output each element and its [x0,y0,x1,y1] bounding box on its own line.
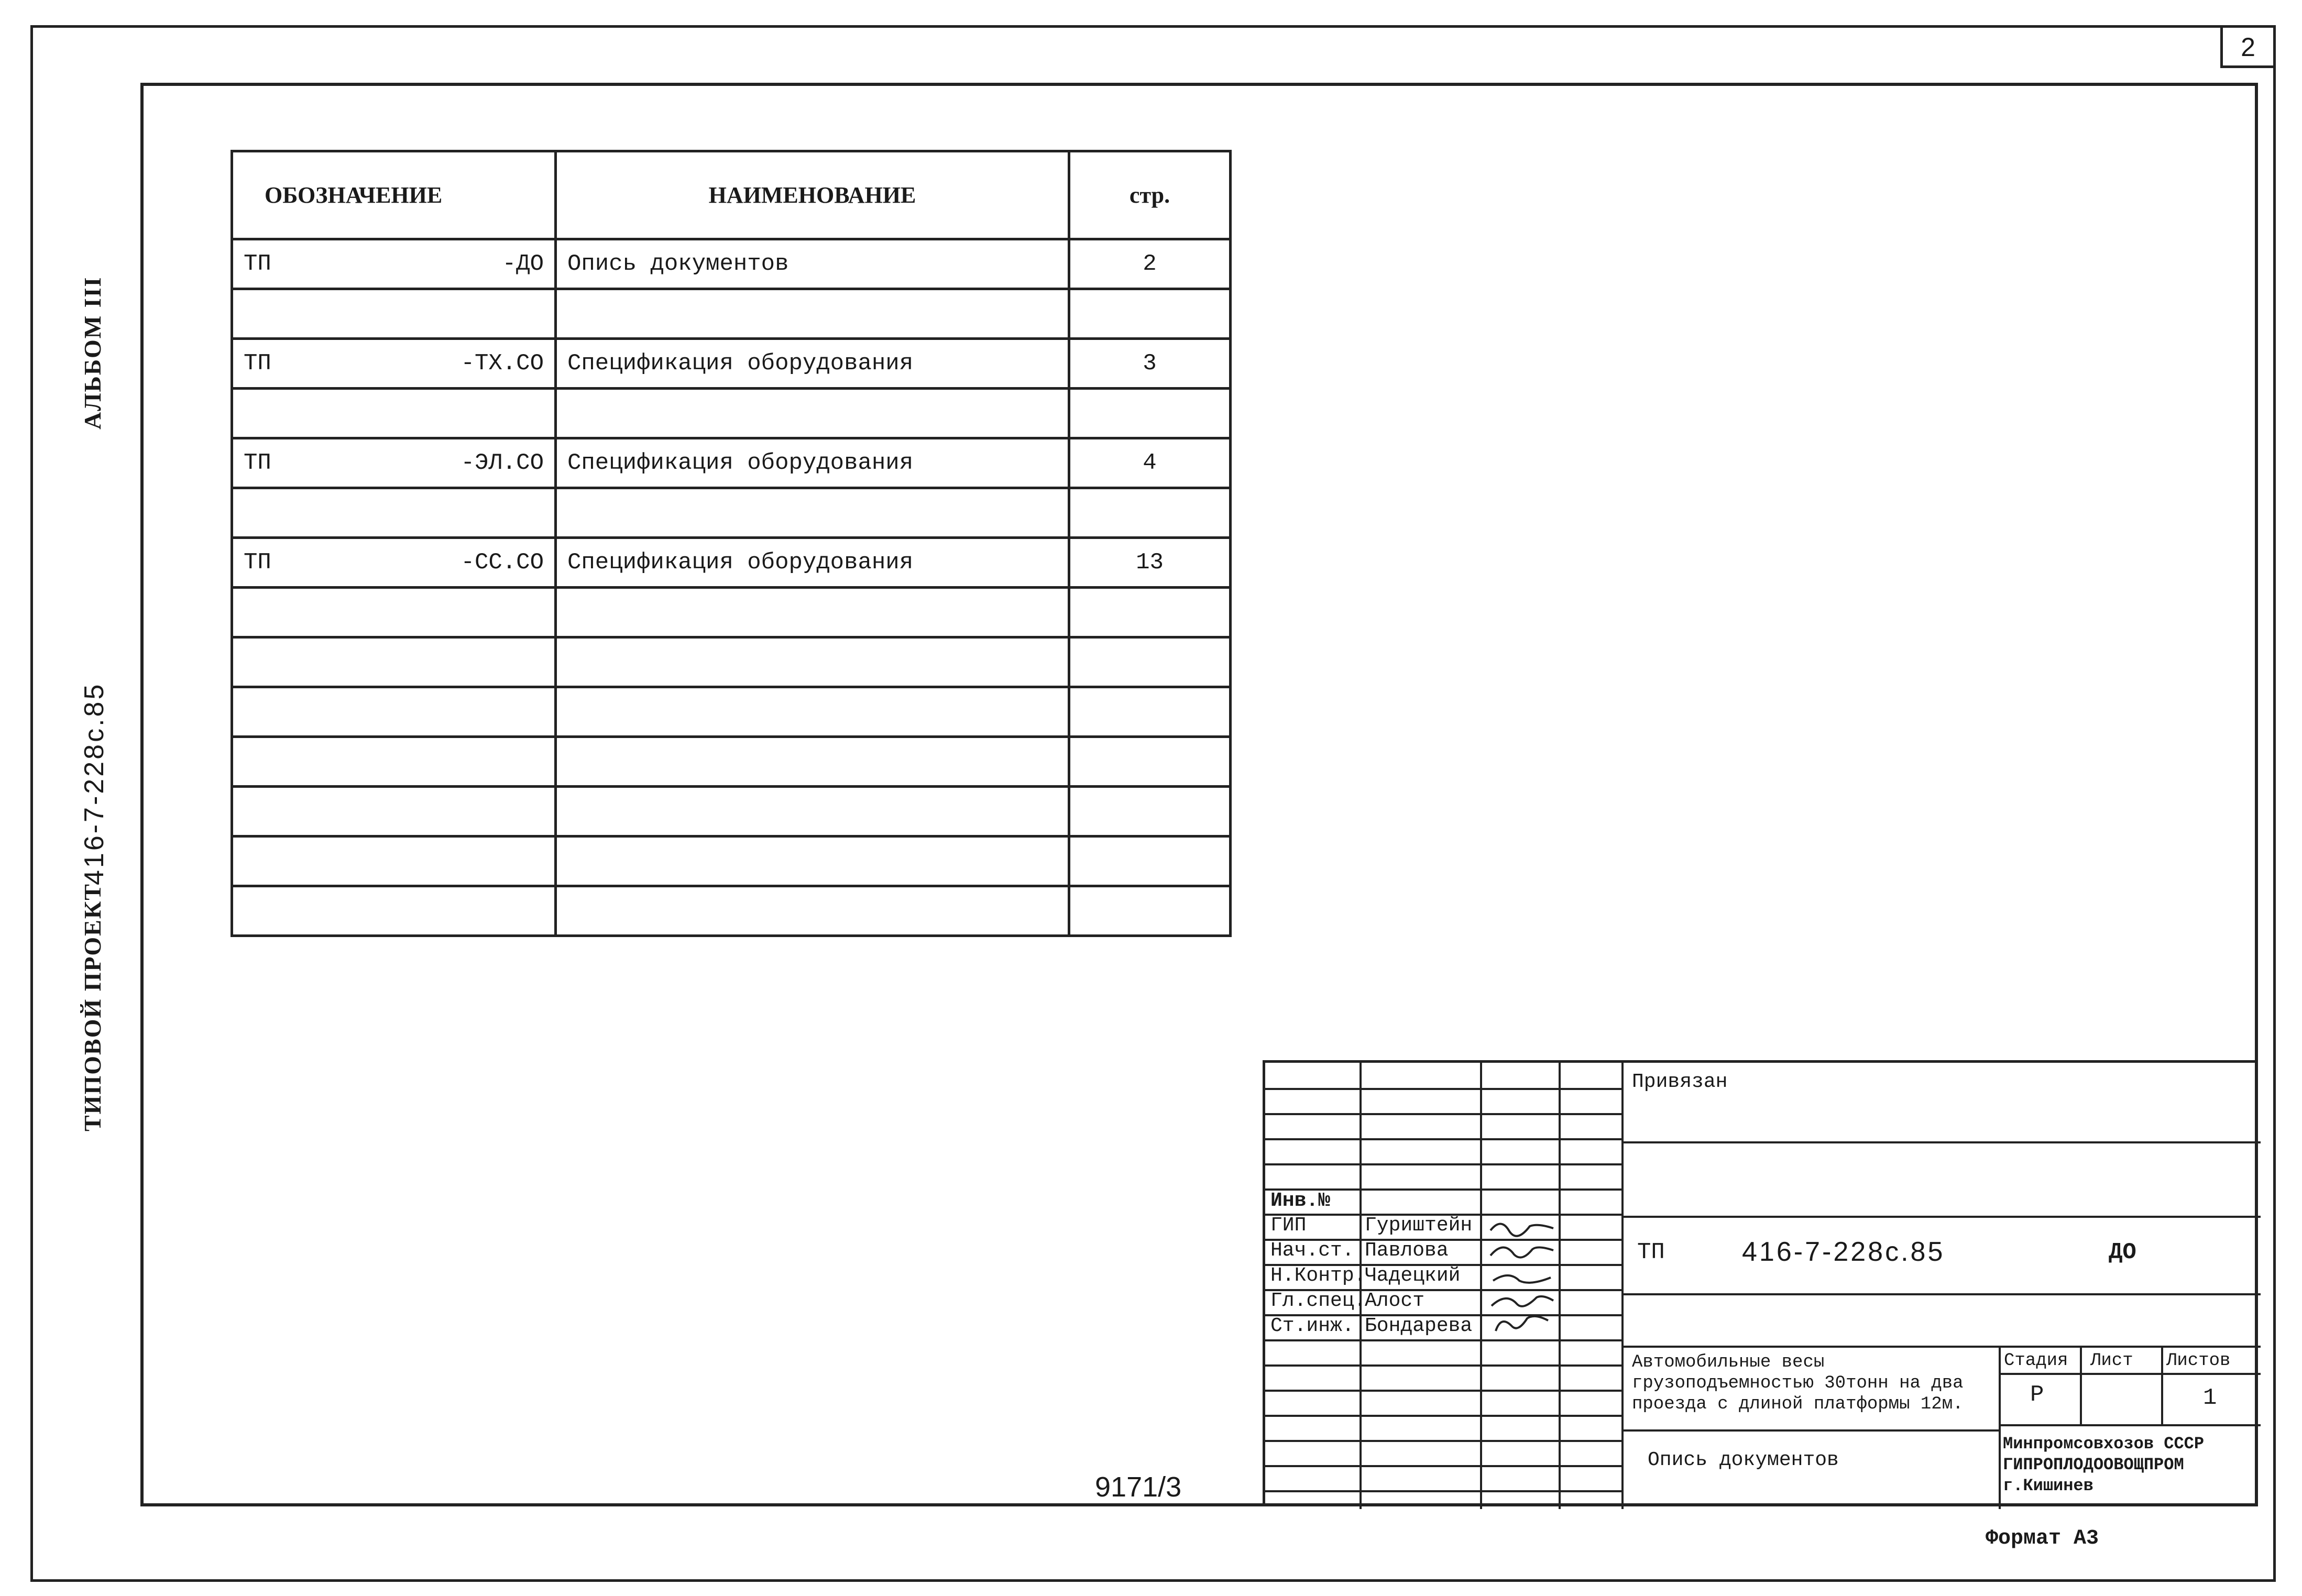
designation-prefix: ТП [244,450,271,476]
document-name-cell: Спецификация оборудования [556,538,1069,588]
sheet-name: Опись документов [1648,1449,1839,1471]
document-name-cell [556,637,1069,687]
designation-code: 416-7-228с.85 [1742,1237,1945,1267]
designation-cell [232,289,556,339]
designation-prefix: ТП [1637,1239,1665,1265]
sheet-label: Лист [2090,1351,2133,1371]
designation-prefix: ТП [244,549,271,576]
document-name-cell [556,737,1069,787]
page-cell: 13 [1069,538,1231,588]
document-name-cell: Спецификация оборудования [556,438,1069,488]
table-row [232,687,1231,737]
designation-suffix: ДО [2109,1239,2136,1265]
designation-cell [232,836,556,886]
inv-label: Инв.№ [1270,1190,1331,1212]
designation-prefix: ТП [244,251,271,277]
table-row [232,289,1231,339]
page-cell [1069,787,1231,836]
table-row [232,637,1231,687]
designation-code: -ЭЛ.СО [461,450,544,476]
sig-role-2: Нач.ст. [1270,1239,1354,1262]
handwritten-signatures [1485,1215,1559,1340]
table-row [232,588,1231,637]
header-page: стр. [1069,151,1231,239]
designation-code: -ТХ.СО [461,350,544,377]
sig-name-3: Чадецкий [1365,1264,1461,1287]
document-name-cell [556,836,1069,886]
bound-label: Привязан [1632,1071,1728,1093]
organization: Минпромсовхозов СССР ГИПРОПЛОДООВОЩПРОМ г.Кишинев [2003,1434,2205,1495]
designation-code: -СС.СО [461,549,544,576]
designation-cell [232,787,556,836]
designation-cell [232,687,556,737]
table-header-row [232,151,1231,239]
designation-cell [232,637,556,687]
table-row [232,787,1231,836]
page-cell [1069,886,1231,936]
document-name-cell: Спецификация оборудования [556,339,1069,389]
designation-cell [232,339,556,389]
sig-role-5: Ст.инж. [1270,1315,1354,1337]
object-name: Автомобильные весы грузоподъемностью 30тонн на два проезда с длиной платформы 12м. [1632,1352,1964,1414]
document-list-table [231,150,1232,937]
designation-cell [232,438,556,488]
designation-cell [232,538,556,588]
table-row [232,239,1231,289]
designation-cell [232,488,556,538]
designation-cell [232,239,556,289]
page-cell: 4 [1069,438,1231,488]
stage-value: Р [2030,1382,2044,1408]
archive-number: 9171/3 [1095,1471,1182,1503]
document-name-cell [556,488,1069,538]
sheets-value: 1 [2203,1385,2217,1411]
header-designation: ОБОЗНАЧЕНИЕ [232,151,556,239]
sig-role-3: Н.Контр. [1270,1264,1366,1287]
document-name-cell: Опись документов [556,239,1069,289]
header-name: НАИМЕНОВАНИЕ [556,151,1069,239]
document-name-cell [556,687,1069,737]
page-cell [1069,588,1231,637]
designation-prefix: ТП [244,350,271,377]
document-name-cell [556,886,1069,936]
designation-cell [232,737,556,787]
sig-name-5: Бондарева [1365,1315,1473,1337]
designation-cell [232,389,556,438]
sheets-label: Листов [2166,1351,2231,1371]
title-block [1263,1060,2258,1506]
page-cell [1069,836,1231,886]
page-cell [1069,687,1231,737]
sig-name-4: Алост [1365,1290,1425,1312]
sig-name-1: Гуриштейн [1365,1214,1473,1237]
page-cell [1069,488,1231,538]
page-cell [1069,637,1231,687]
document-name-cell [556,389,1069,438]
sig-role-1: ГИП [1270,1214,1307,1237]
sig-role-4: Гл.спец. [1270,1290,1366,1312]
table-row [232,389,1231,438]
document-name-cell [556,588,1069,637]
table-row [232,488,1231,538]
table-row [232,737,1231,787]
table-row [232,339,1231,389]
designation-cell [232,886,556,936]
page-cell: 3 [1069,339,1231,389]
page-cell [1069,389,1231,438]
page-number: 2 [2220,25,2276,68]
document-name-cell [556,787,1069,836]
table-row [232,836,1231,886]
table-row [232,538,1231,588]
page-cell [1069,737,1231,787]
album-label: АЛЬБОМ III [79,276,106,430]
page-cell [1069,289,1231,339]
sig-name-2: Павлова [1365,1239,1449,1262]
designation-code: -ДО [502,251,544,277]
table-row [232,886,1231,936]
project-type-label: ТИПОВОЙ ПРОЕКТ [79,883,106,1131]
page-cell: 2 [1069,239,1231,289]
table-row [232,438,1231,488]
document-name-cell [556,289,1069,339]
stage-label: Стадия [2004,1351,2068,1371]
designation-cell [232,588,556,637]
project-code-label: 416-7-228с.85 [79,682,109,885]
format-label: Формат А3 [1986,1527,2099,1550]
